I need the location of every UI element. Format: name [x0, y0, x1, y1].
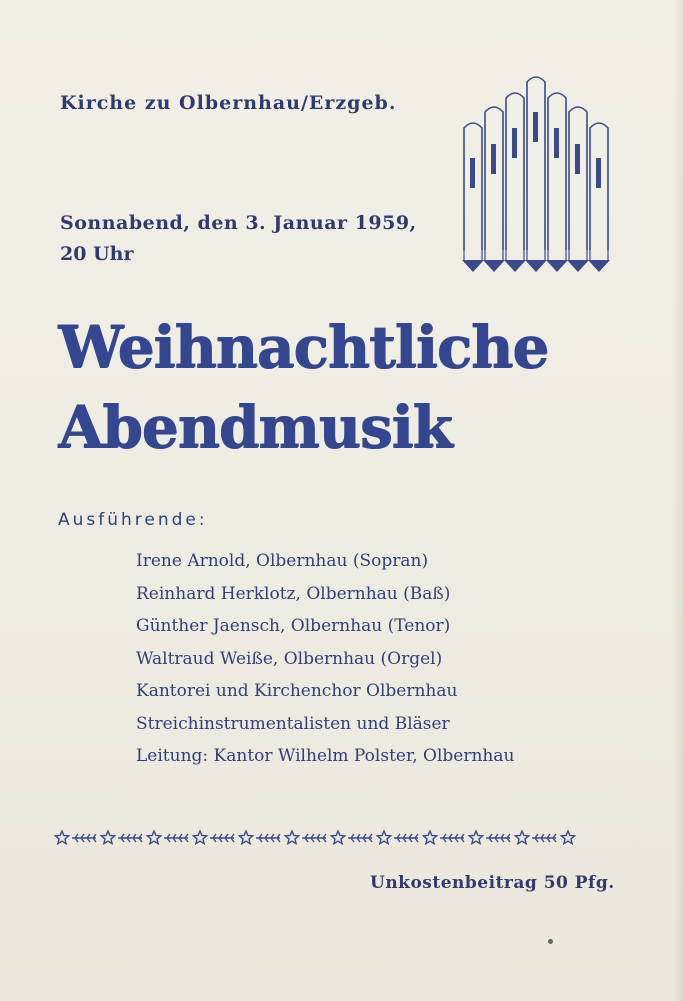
performer-item: Leitung: Kantor Wilhelm Polster, Olbernhau: [136, 746, 515, 766]
ornament-sprig: [72, 834, 96, 842]
performer-item: Waltraud Weiße, Olbernhau (Orgel): [136, 648, 443, 669]
event-time: 20 Uhr: [60, 243, 134, 265]
performers-list: [136, 548, 514, 776]
ornament-star: [239, 831, 252, 844]
ornament-star: [193, 831, 206, 844]
ornament-star: [423, 831, 436, 844]
ornament-star: [285, 831, 298, 844]
event-title-line-1: Weihnachtliche: [58, 313, 548, 381]
ornament-star: [147, 831, 160, 844]
ornament-sprig: [210, 834, 234, 842]
paper-speck: [548, 939, 553, 944]
performer-item: Streichinstrumentalisten und Bläser: [136, 713, 450, 734]
ornament-star: [101, 831, 114, 844]
ornament-sprig: [394, 834, 418, 842]
performer-item: Irene Arnold, Olbernhau (Sopran): [136, 551, 429, 571]
ornament-star: [377, 831, 390, 844]
performer-item: Günther Jaensch, Olbernhau (Tenor): [136, 616, 451, 636]
ornament-star: [55, 831, 68, 844]
paper-fold-shadow: [673, 0, 683, 1001]
ornament-sprig: [302, 834, 326, 842]
ornament-sprig: [118, 834, 142, 842]
performer-item: Reinhard Herklotz, Olbernhau (Baß): [136, 583, 451, 604]
ornament-sprig: [348, 834, 372, 842]
ornament-star: [469, 831, 482, 844]
ornament-sprig: [164, 834, 188, 842]
performers-label: Ausführende:: [58, 510, 208, 530]
church-name: Kirche zu Olbernhau/Erzgeb.: [60, 92, 397, 114]
ornament-star: [515, 831, 528, 844]
ornament-star: [331, 831, 344, 844]
ornament-star: [561, 831, 574, 844]
ornament-sprig: [256, 834, 280, 842]
event-title-line-2: Abendmusik: [58, 393, 452, 461]
cost-note: Unkostenbeitrag 50 Pfg.: [370, 873, 615, 893]
performer-item: Kantorei und Kirchenchor Olbernhau: [136, 681, 458, 701]
ornament-sprig: [486, 834, 510, 842]
ornament-sprig: [440, 834, 464, 842]
organ-pipes-icon: [460, 72, 610, 282]
star-garland-ornament: [52, 828, 602, 848]
event-date: Sonnabend, den 3. Januar 1959,: [60, 212, 417, 234]
ornament-sprig: [532, 834, 556, 842]
